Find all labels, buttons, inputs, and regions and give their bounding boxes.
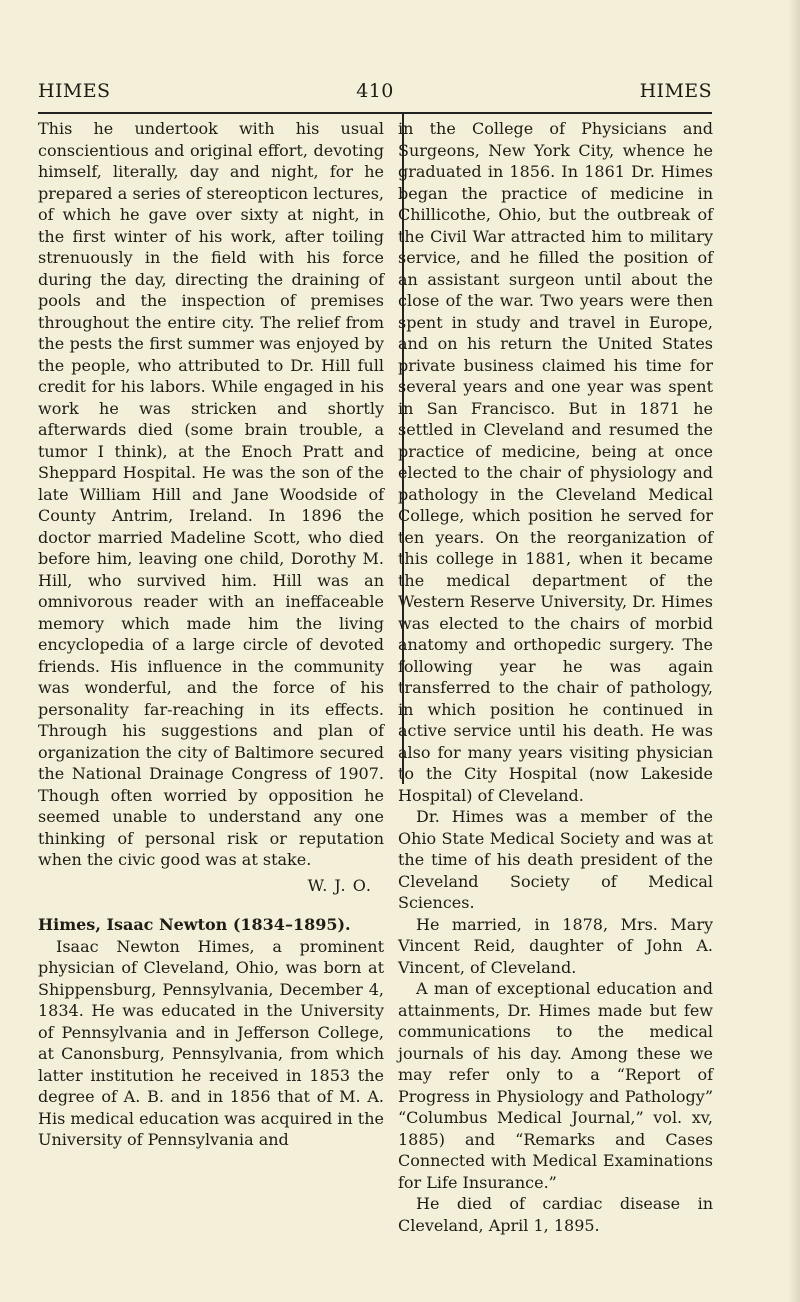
- right-paragraph-3: He married, in 1878, Mrs. Mary Vincent Reid, daughter of John A. Vincent, of Cleveland.: [398, 914, 713, 977]
- page-edge-shadow: [788, 0, 800, 1302]
- text-columns: [38, 118, 713, 1235]
- page-number: 410: [356, 80, 394, 102]
- left-paragraph-2: Isaac Newton Himes, a prominent physician of Cleveland, Ohio, was born at Shippensburg, Pennsylvania, December 4, 1834. He was educated in the University of Pennsylvania and in Jefferson College, at Canonsburg, Pennsylvania, from which latter institution he received in 1853 the degree of A. B. and in 1856 that of M. A. His medical education was acquired in the University of Pennsylvania and: [38, 936, 385, 1149]
- left-column: [38, 118, 384, 1151]
- header-left-name: HIMES: [38, 80, 111, 102]
- right-paragraph-2: Dr. Himes was a member of the Ohio State Medical Society and was at the time of his death president of the Cleveland Society of Medical Sciences.: [398, 807, 713, 912]
- left-paragraph-1: This he undertook with his usual conscientious and original effort, devoting himself, literally, day and night, for he prepared a series of stereopticon lectures, of which he gave over sixty at night, in the first winter of his work, after toiling strenuously in the field with his force during the day, directing the draining of pools and the inspection of premises throughout the entire city. The relief from the pests the first summer was enjoyed by the people, who attributed to Dr. Hill full credit for his labors. While engaged in his work he was stricken and shortly afterwards died (some brain trouble, a tumor I think), at the Enoch Pratt and Sheppard Hospital. He was the son of the late William Hill and Jane Woodside of County Antrim, Ireland. In 1896 the doctor married Madeline Scott, who died before him, leaving one child, Dorothy M. Hill, who survived him. Hill was an omnivorous reader with an ineffaceable memory which made him the living encyclopedia of a large circle of devoted friends. His influence in the community was wonderful, and the force of his personality far-reaching in its effects. Through his suggestions and plan of organization the city of Baltimore secured the National Drainage Congress of 1907. Though often worried by opposition he seemed unable to understand any one thinking of personal risk or reputation when the civic good was at stake.: [38, 119, 384, 869]
- header-rule: [38, 112, 712, 114]
- entry-heading: Himes, Isaac Newton (1834–1895).: [38, 915, 351, 934]
- right-paragraph-4: A man of exceptional education and attainments, Dr. Himes made but few communications to the medical journals of his day. Among these we may refer only to a “Report of Progress in Physiology and Pathology” “Columbus Medical Journal,” vol. xv, 1885) and “Remarks and Cases Connected with Medical Examinations for Life Insurance.”: [398, 979, 713, 1192]
- header-right-name: HIMES: [639, 80, 712, 102]
- right-paragraph-1: in the College of Physicians and Surgeons, New York City, whence he graduated in 1856. In 1861 Dr. Himes began the practice of medicine in Chillicothe, Ohio, but the outbreak of the Civil War attracted him to military service, and he filled the position of an assistant surgeon until about the close of the war. Two years were then spent in study and travel in Europe, and on his return the United States private business claimed his time for several years and one year was spent in San Francisco. But in 1871 he settled in Cleveland and resumed the practice of medicine, being at once elected to the chair of physiology and pathology in the Cleveland Medical College, which position he served for ten years. On the reorganization of this college in 1881, when it became the medical department of the Western Reserve University, Dr. Himes was elected to the chairs of morbid anatomy and orthopedic surgery. The following year he was again transferred to the chair of pathology, in which position he continued in active service until his death. He was also for many years visiting physician to the City Hospital (now Lakeside Hospital) of Cleveland.: [398, 119, 713, 805]
- author-initials: W. J. O.: [307, 875, 372, 895]
- right-column: [398, 118, 713, 1236]
- running-header: [38, 80, 712, 110]
- right-paragraph-5: He died of cardiac disease in Cleveland, April 1, 1895.: [398, 1194, 713, 1235]
